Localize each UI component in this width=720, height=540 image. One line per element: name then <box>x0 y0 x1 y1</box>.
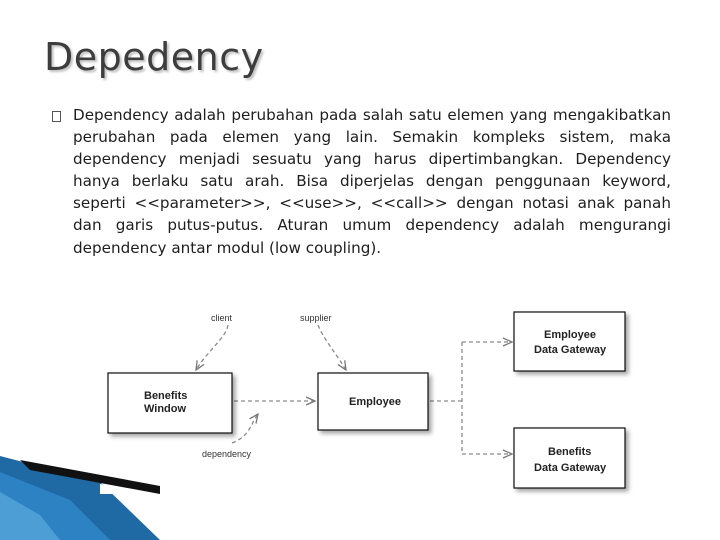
benefits-window-label-1: Benefits <box>144 390 188 402</box>
slide-title: Depedency <box>44 35 264 79</box>
bullet-text: Dependency adalah perubahan pada salah satu elemen yang mengakibatkan perubahan pada elemen yang lain. Semakin kompleks sistem, maka dependency menjadi sesuatu yang harus dipertimbangkan. Dependency hanya berlaku satu arah. Bisa diperjelas dengan penggunaan keyword, seperti <<parameter>>, <<use>>, <<call>> dengan notasi anak panah dan garis putus-putus. Aturan umum dependency adalah mengurangi dependency antar modul (low coupling). <box>73 106 671 257</box>
supplier-label: supplier <box>300 313 332 323</box>
benefits-window-label-2: Window <box>144 403 187 415</box>
employee-data-gateway-label-2: Data Gateway <box>534 344 607 356</box>
client-label: client <box>211 313 233 323</box>
employee-label: Employee <box>349 396 401 408</box>
employee-data-gateway-label-1: Employee <box>544 329 596 341</box>
dependency-label: dependency <box>202 449 252 459</box>
benefits-data-gateway-label-2: Data Gateway <box>534 462 607 474</box>
benefits-data-gateway-label-1: Benefits <box>548 446 592 458</box>
